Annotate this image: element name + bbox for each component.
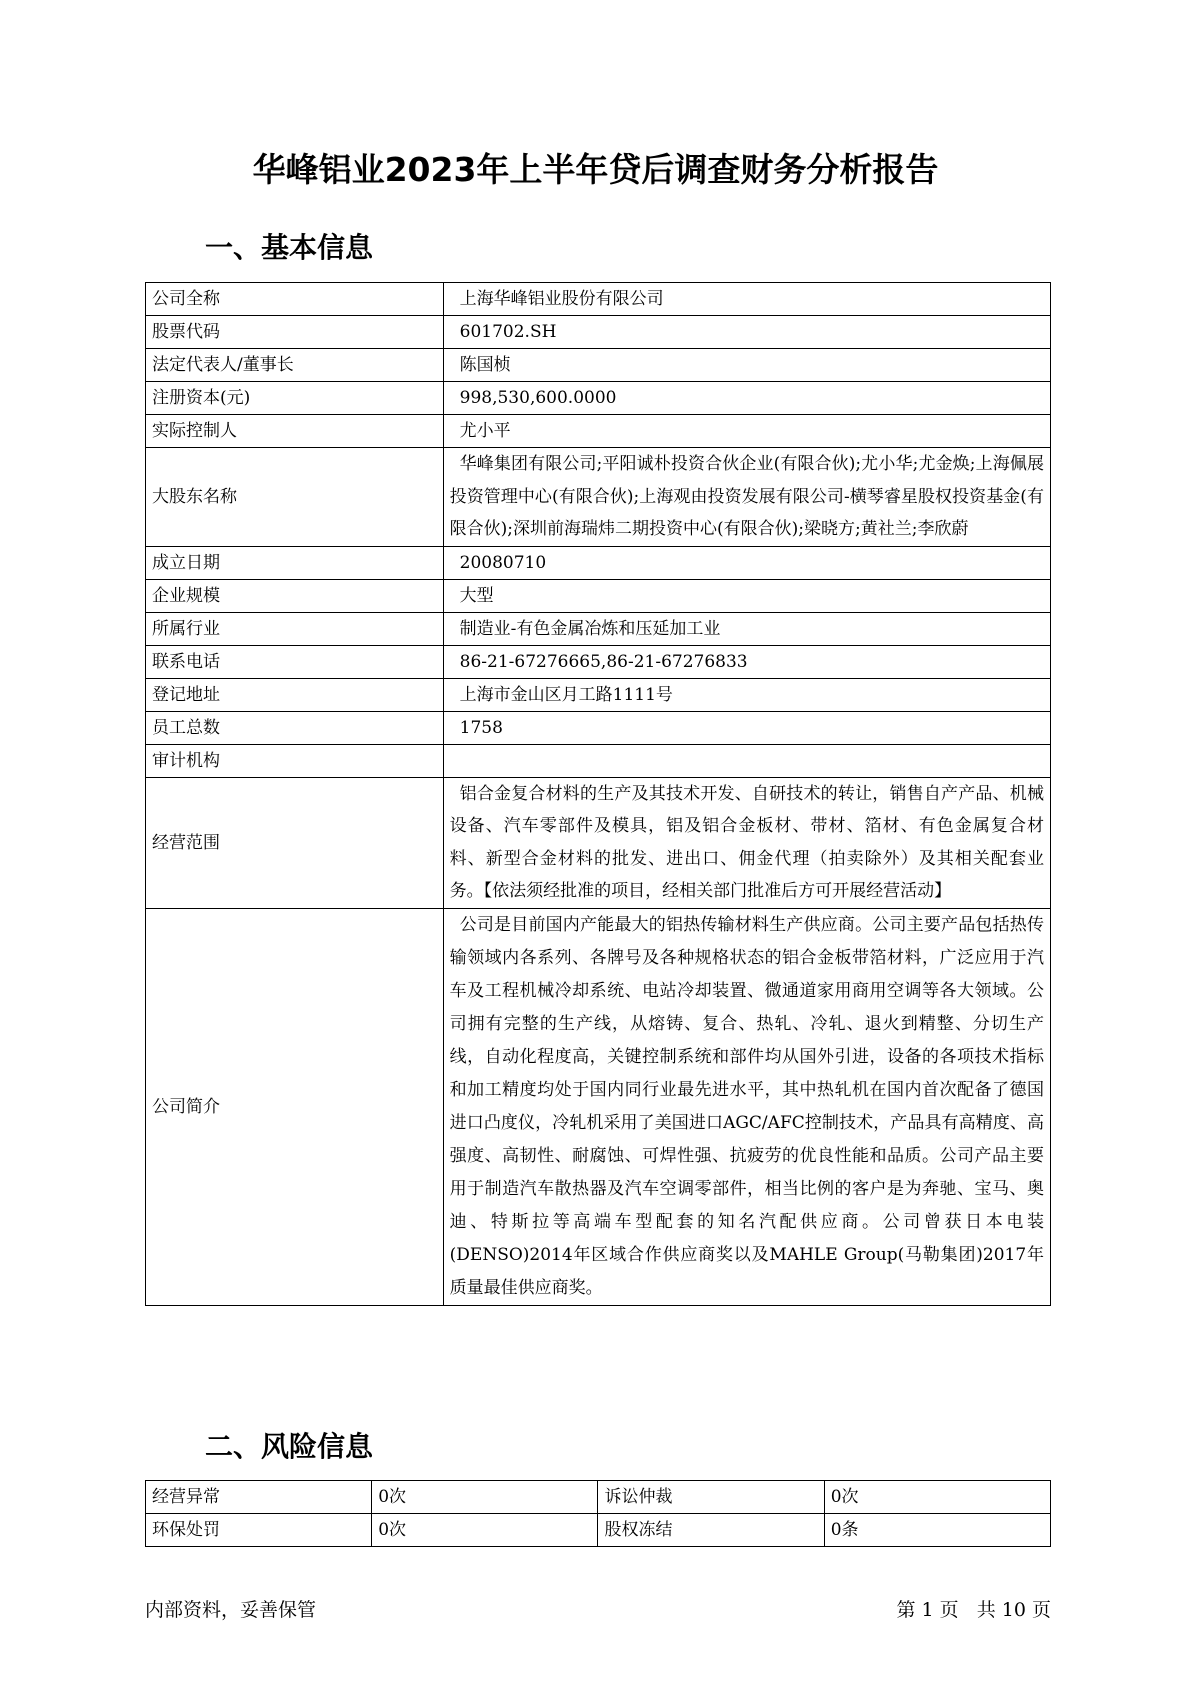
row-value-industry: 制造业-有色金属冶炼和压延加工业 (443, 612, 1050, 645)
footer-total-pages: 共 10 页 (976, 1599, 1051, 1621)
row-value-company-size: 大型 (443, 579, 1050, 612)
section-heading-basic-info: 一、基本信息 (205, 231, 374, 264)
table-row (146, 349, 1051, 382)
table-row (146, 908, 1051, 1305)
section-heading-risk-info: 二、风险信息 (205, 1430, 374, 1463)
risk-value-equity-freeze: 0条 (824, 1514, 1050, 1547)
footer-confidential-note: 内部资料，妥善保管 (145, 1599, 317, 1621)
row-value-registered-address: 上海市金山区月工路1111号 (443, 678, 1050, 711)
row-label-founded-date: 成立日期 (146, 546, 444, 579)
footer-page-number: 第 1 页 (896, 1599, 959, 1621)
row-label-company-name: 公司全称 (146, 283, 444, 316)
row-label-actual-controller: 实际控制人 (146, 415, 444, 448)
table-row (146, 579, 1051, 612)
row-value-stock-code: 601702.SH (443, 316, 1050, 349)
table-row (146, 1514, 1051, 1547)
table-row (146, 744, 1051, 777)
row-value-major-shareholders: 华峰集团有限公司;平阳诚朴投资合伙企业(有限合伙);尤小华;尤金焕;上海佩展投资管理中心(有限合伙);上海观由投资发展有限公司-横琴睿星股权投资基金(有限合伙);深圳前海瑞炜二期投资中心(有限合伙);梁晓方;黄社兰;李欣蔚 (443, 448, 1050, 547)
document-title: 华峰铝业2023年上半年贷后调查财务分析报告 (252, 150, 939, 189)
row-label-major-shareholders: 大股东名称 (146, 448, 444, 547)
row-label-audit-firm: 审计机构 (146, 744, 444, 777)
row-label-legal-rep: 法定代表人/董事长 (146, 349, 444, 382)
row-value-phone: 86-21-67276665,86-21-67276833 (443, 645, 1050, 678)
row-value-business-scope: 铝合金复合材料的生产及其技术开发、自研技术的转让，销售自产产品、机械设备、汽车零部件及模具，铝及铝合金板材、带材、箔材、有色金属复合材料、新型合金材料的批发、进出口、佣金代理（拍卖除外）及其相关配套业务。【依法须经批准的项目，经相关部门批准后方可开展经营活动】 (443, 777, 1050, 908)
table-row (146, 382, 1051, 415)
row-label-company-profile: 公司简介 (146, 908, 444, 1305)
risk-label-equity-freeze: 股权冻结 (598, 1514, 824, 1547)
risk-value-litigation: 0次 (824, 1481, 1050, 1514)
row-label-registered-address: 登记地址 (146, 678, 444, 711)
table-row (146, 777, 1051, 908)
row-value-audit-firm (443, 744, 1050, 777)
row-value-employee-count: 1758 (443, 711, 1050, 744)
row-label-registered-capital: 注册资本(元) (146, 382, 444, 415)
row-label-phone: 联系电话 (146, 645, 444, 678)
risk-label-environmental-penalty: 环保处罚 (146, 1514, 372, 1547)
table-row (146, 678, 1051, 711)
table-row (146, 546, 1051, 579)
table-row (146, 612, 1051, 645)
row-value-founded-date: 20080710 (443, 546, 1050, 579)
basic-info-table (145, 282, 1051, 1306)
table-row (146, 645, 1051, 678)
risk-value-operating-anomaly: 0次 (372, 1481, 598, 1514)
table-row (146, 316, 1051, 349)
row-value-registered-capital: 998,530,600.0000 (443, 382, 1050, 415)
row-value-legal-rep: 陈国桢 (443, 349, 1050, 382)
row-value-company-profile: 公司是目前国内产能最大的铝热传输材料生产供应商。公司主要产品包括热传输领域内各系列、各牌号及各种规格状态的铝合金板带箔材料，广泛应用于汽车及工程机械冷却系统、电站冷却装置、微通道家用商用空调等各大领域。公司拥有完整的生产线，从熔铸、复合、热轧、冷轧、退火到精整、分切生产线，自动化程度高，关键控制系统和部件均从国外引进，设备的各项技术指标和加工精度均处于国内同行业最先进水平，其中热轧机在国内首次配备了德国进口凸度仪，冷轧机采用了美国进口AGC/AFC控制技术，产品具有高精度、高强度、高韧性、耐腐蚀、可焊性强、抗疲劳的优良性能和品质。公司产品主要用于制造汽车散热器及汽车空调零部件，相当比例的客户是为奔驰、宝马、奥迪、特斯拉等高端车型配套的知名汽配供应商。公司曾获日本电装(DENSO)2014年区域合作供应商奖以及MAHLE Group(马勒集团)2017年质量最佳供应商奖。 (443, 908, 1050, 1305)
row-label-industry: 所属行业 (146, 612, 444, 645)
footer-page-info (896, 1595, 1051, 1625)
row-label-business-scope: 经营范围 (146, 777, 444, 908)
risk-value-environmental-penalty: 0次 (372, 1514, 598, 1547)
risk-label-operating-anomaly: 经营异常 (146, 1481, 372, 1514)
row-label-stock-code: 股票代码 (146, 316, 444, 349)
table-row (146, 415, 1051, 448)
row-label-employee-count: 员工总数 (146, 711, 444, 744)
table-row (146, 711, 1051, 744)
risk-info-table (145, 1480, 1051, 1547)
row-value-actual-controller: 尤小平 (443, 415, 1050, 448)
table-row (146, 283, 1051, 316)
table-row (146, 448, 1051, 547)
row-label-company-size: 企业规模 (146, 579, 444, 612)
row-value-company-name: 上海华峰铝业股份有限公司 (443, 283, 1050, 316)
table-row (146, 1481, 1051, 1514)
risk-label-litigation: 诉讼仲裁 (598, 1481, 824, 1514)
